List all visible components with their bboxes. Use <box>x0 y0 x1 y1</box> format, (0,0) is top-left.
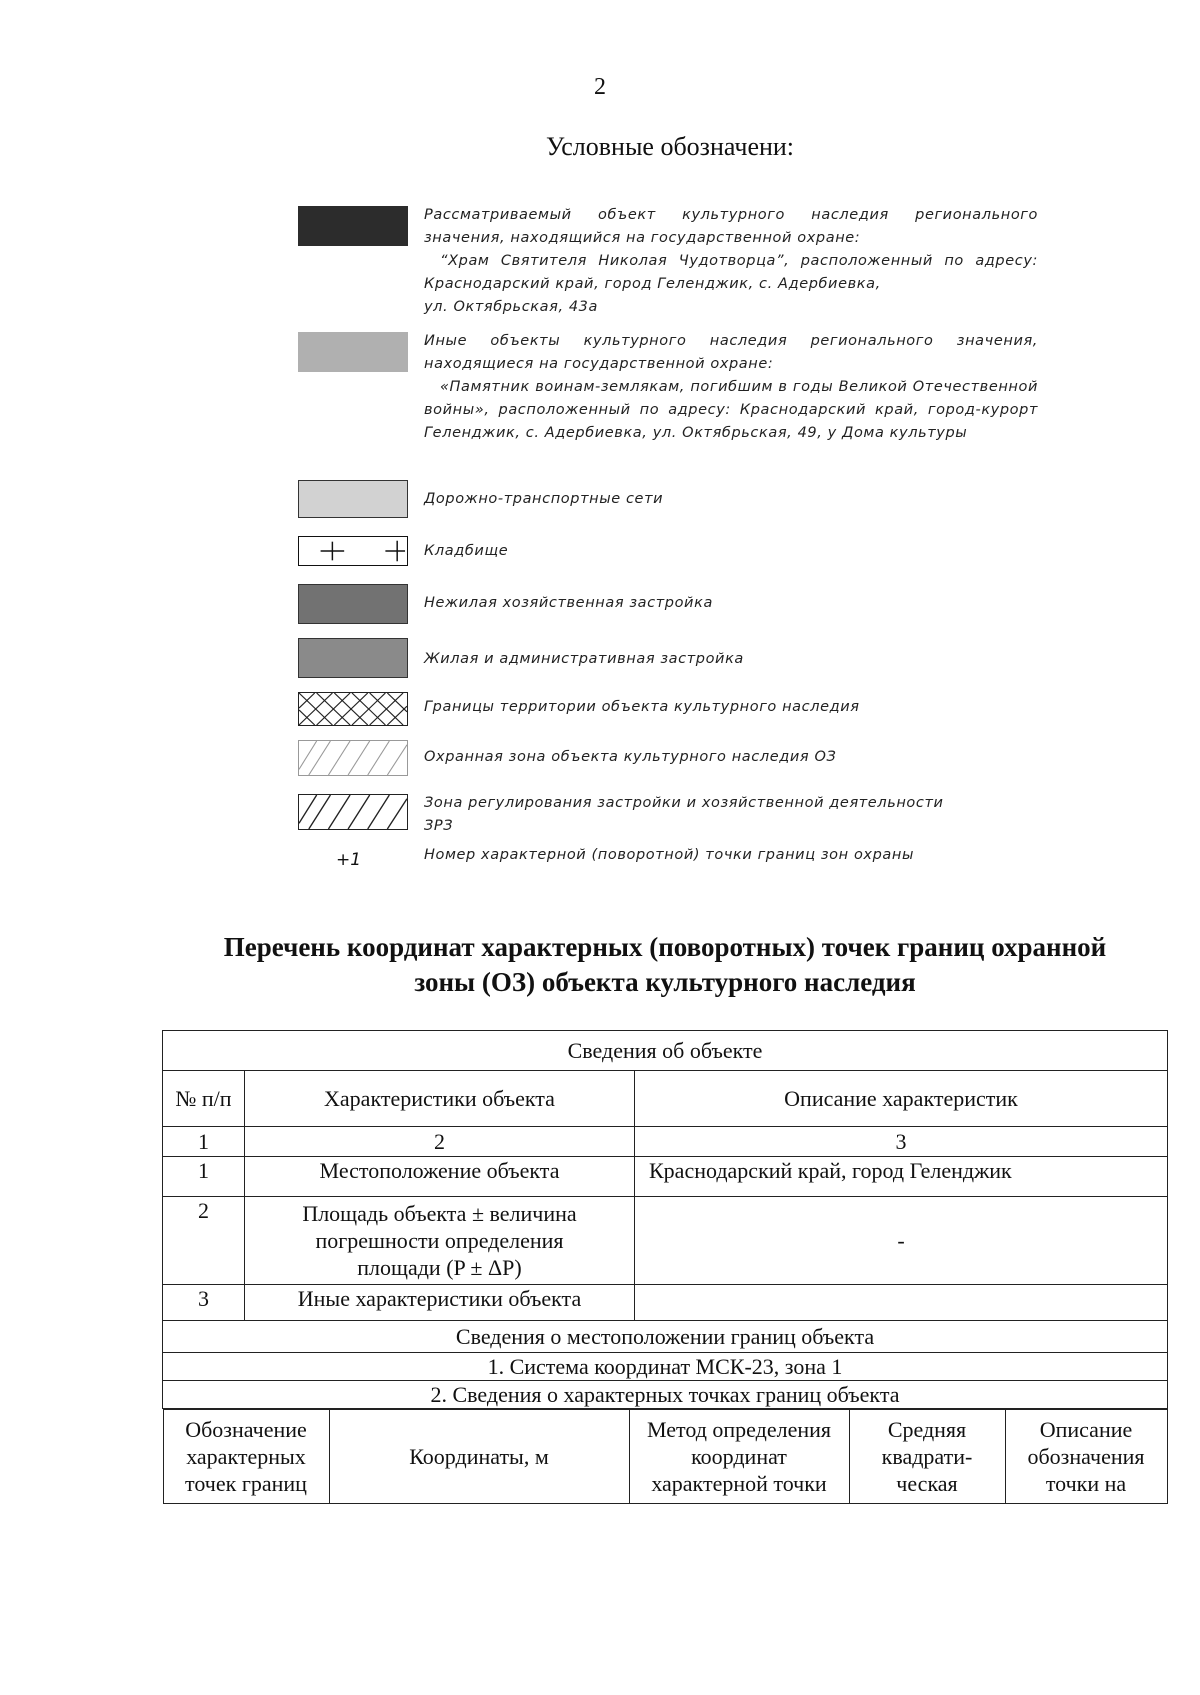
legend-item-text: «Памятник воинам-землякам, погибшим в годы Великой Отечественной войны», расположенный по адресу: Краснодарский край, город-курорт Геленджик, с. Адербиевка, ул. Октябрьская, 49, у Дома культуры <box>424 379 1038 441</box>
legend-item-text: Дорожно-транспортные сети <box>424 491 664 507</box>
coordinate-system: 1. Система координат МСК-23, зона 1 <box>163 1353 1168 1381</box>
object-info-table <box>162 1030 1168 1504</box>
legend-title: Условные обозначени: <box>545 132 795 161</box>
legend-item-text: ул. Октябрьская, 43а <box>424 299 598 315</box>
light-hatch-swatch <box>298 740 408 776</box>
road-network-swatch <box>298 480 408 518</box>
column-index: 3 <box>635 1127 1168 1157</box>
heading-line: Перечень координат характерных (поворотных) точек границ охранной <box>223 932 1107 962</box>
table-row <box>163 1285 1168 1321</box>
row-description: - <box>635 1197 1168 1285</box>
legend-item-text: ЗРЗ <box>424 818 454 834</box>
light-gray-fill-swatch <box>298 332 408 372</box>
row-number: 2 <box>163 1197 245 1285</box>
row-number: 3 <box>163 1285 245 1321</box>
dark-gray-fill-swatch <box>298 206 408 246</box>
row-characteristic: Местоположение объекта <box>245 1157 635 1197</box>
col-number-header: № п/п <box>163 1071 245 1127</box>
row-characteristic: Площадь объекта ± величина погрешности определения площади (P ± ΔP) <box>245 1197 635 1285</box>
row-number: 1 <box>163 1157 245 1197</box>
col-coordinates-header: Координаты, м <box>329 1410 629 1504</box>
legend-item-text: Границы территории объекта культурного наследия <box>424 699 860 715</box>
residential-swatch <box>298 638 408 678</box>
location-header: Сведения о местоположении границ объекта <box>163 1321 1168 1353</box>
point-number-mark: +1 <box>336 850 362 870</box>
col-point-designation-header: Обозначение характерных точек границ <box>163 1410 329 1504</box>
legend-item-text: Зона регулирования застройки и хозяйственной деятельности <box>424 795 944 811</box>
cemetery-cross-swatch <box>298 536 408 566</box>
row-characteristic: Иные характеристики объекта <box>245 1285 635 1321</box>
col-rms-header: Средняя квадрати-ческая <box>849 1410 1005 1504</box>
object-info-header: Сведения об объекте <box>163 1031 1168 1071</box>
cross-hatch-swatch <box>298 692 408 726</box>
legend-item-text: Рассматриваемый объект культурного наследия регионального значения, находящийся на государственной охране: <box>424 207 1038 246</box>
legend-item-text: Иные объекты культурного наследия регионального значения, находящиеся на государственной охране: <box>424 333 1038 372</box>
col-characteristics-header: Характеристики объекта <box>245 1071 635 1127</box>
table-row <box>163 1197 1168 1285</box>
page-number: 2 <box>594 74 606 100</box>
table-row <box>163 1157 1168 1197</box>
heading-line: зоны (ОЗ) объекта культурного наследия <box>414 967 916 997</box>
col-method-header: Метод определения координат характерной точки <box>629 1410 849 1504</box>
legend-item-text: “Храм Святителя Николая Чудотворца”, расположенный по адресу: Краснодарский край, город Геленджик, с. Адербиевка, <box>424 253 1038 292</box>
legend-item-text: Нежилая хозяйственная застройка <box>424 595 713 611</box>
legend-item-text: Номер характерной (поворотной) точки границ зон охраны <box>424 847 915 863</box>
column-index: 2 <box>245 1127 635 1157</box>
column-index: 1 <box>163 1127 245 1157</box>
points-header: 2. Сведения о характерных точках границ объекта <box>163 1381 1168 1409</box>
non-residential-swatch <box>298 584 408 624</box>
section-heading <box>0 930 1200 1000</box>
points-table <box>163 1409 1168 1504</box>
legend-item-text: Жилая и административная застройка <box>424 651 744 667</box>
col-point-description-header: Описание обозначения точки на <box>1005 1410 1167 1504</box>
dark-hatch-swatch <box>298 794 408 830</box>
row-description: Краснодарский край, город Геленджик <box>635 1157 1168 1197</box>
legend-item-text: Охранная зона объекта культурного наследия ОЗ <box>424 749 837 765</box>
legend-item-text: Кладбище <box>424 543 509 559</box>
row-description <box>635 1285 1168 1321</box>
col-description-header: Описание характеристик <box>635 1071 1168 1127</box>
